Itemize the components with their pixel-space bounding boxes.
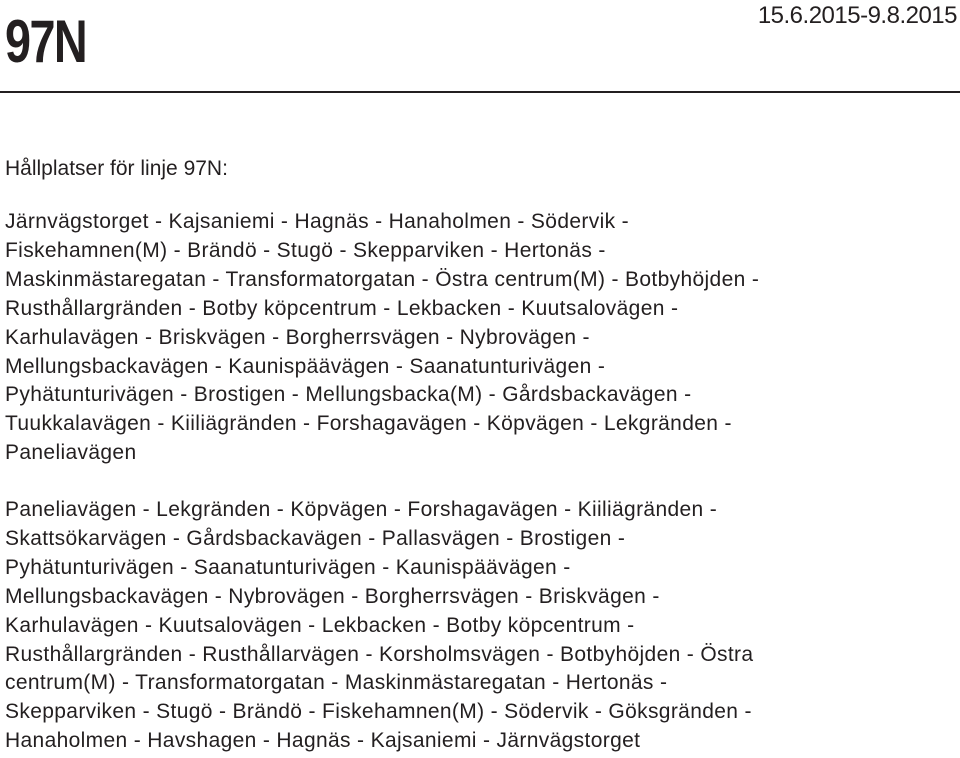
outbound-stop-line: Tuukkalavägen - Kiiliägränden - Forshagavägen - Köpvägen - Lekgränden - xyxy=(5,412,732,436)
return-stop-line: Karhulavägen - Kuutsalovägen - Lekbacken - Botby köpcentrum - xyxy=(5,613,635,637)
outbound-stop-line: Järnvägstorget - Kajsaniemi - Hagnäs - Hanaholmen - Södervik - xyxy=(5,210,629,233)
return-stop-list xyxy=(5,496,955,756)
outbound-stop-line: Maskinmästaregatan - Transformatorgatan - Östra centrum(M) - Botbyhöjden - xyxy=(5,267,760,291)
outbound-stop-line: Karhulavägen - Briskvägen - Borgherrsvägen - Nybrovägen - xyxy=(5,325,590,349)
outbound-stop-line: Mellungsbackavägen - Kaunispäävägen - Saanatunturivägen - xyxy=(5,354,606,378)
return-stop-line: centrum(M) - Transformatorgatan - Maskinmästaregatan - Hertonäs - xyxy=(5,671,668,695)
outbound-stop-line: Fiskehamnen(M) - Brändö - Stugö - Skepparviken - Hertonäs - xyxy=(5,238,606,262)
return-stop-line: Skepparviken - Stugö - Brändö - Fiskehamnen(M) - Södervik - Göksgränden - xyxy=(5,700,752,724)
outbound-stop-line: Paneliavägen xyxy=(5,441,137,465)
return-stop-line: Skattsökarvägen - Gårdsbackavägen - Pallasvägen - Brostigen - xyxy=(5,526,626,550)
return-stop-line: Paneliavägen - Lekgränden - Köpvägen - Forshagavägen - Kiiliägränden - xyxy=(5,498,718,521)
header-divider xyxy=(0,91,960,93)
return-stop-line: Mellungsbackavägen - Nybrovägen - Borgherrsvägen - Briskvägen - xyxy=(5,584,660,608)
return-stop-line: Rusthållargränden - Rusthållarvägen - Korsholmsvägen - Botbyhöjden - Östra xyxy=(5,642,754,666)
outbound-stop-line: Pyhätunturivägen - Brostigen - Mellungsbacka(M) - Gårdsbackavägen - xyxy=(5,383,692,407)
outbound-stop-list xyxy=(5,208,955,468)
date-range: 15.6.2015-9.8.2015 xyxy=(757,2,957,29)
outbound-stop-line: Rusthållargränden - Botby köpcentrum - Lekbacken - Kuutsalovägen - xyxy=(5,296,679,320)
route-number: 97N xyxy=(5,8,87,75)
return-stop-line: Hanaholmen - Havshagen - Hagnäs - Kajsaniemi - Järnvägstorget xyxy=(5,729,641,753)
stops-heading: Hållplatser för linje 97N: xyxy=(5,157,228,180)
return-stop-line: Pyhätunturivägen - Saanatunturivägen - Kaunispäävägen - xyxy=(5,555,571,579)
